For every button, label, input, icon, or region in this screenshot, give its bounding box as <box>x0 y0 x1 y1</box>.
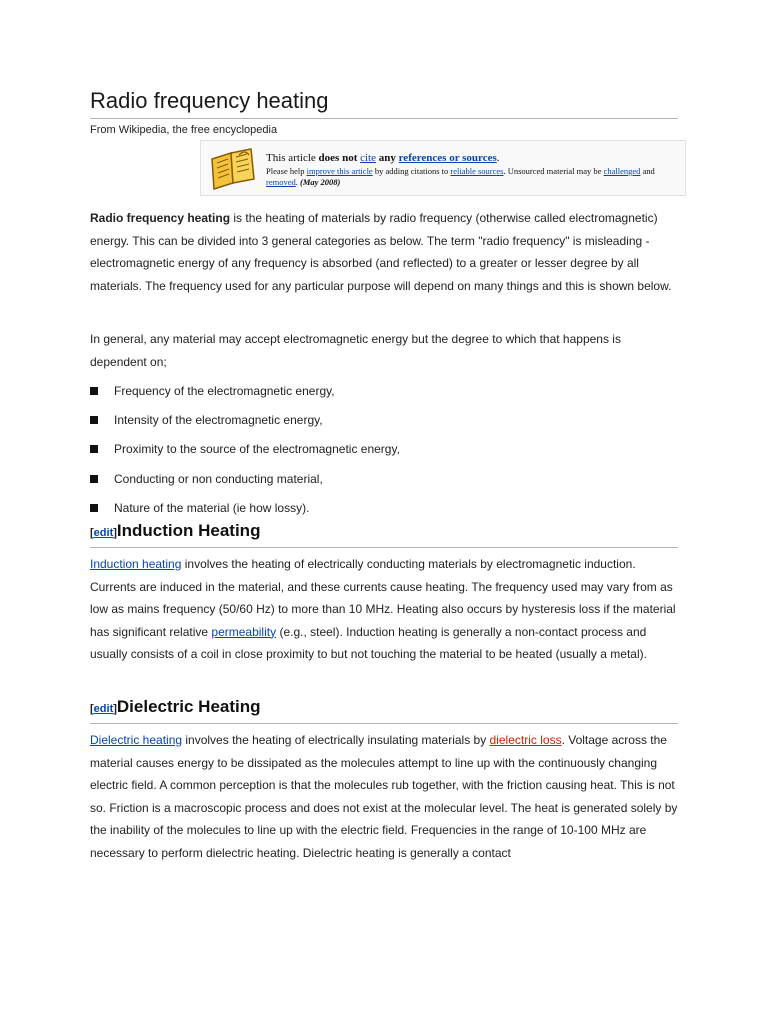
induction-paragraph: Induction heating involves the heating of electrically conducting materials by electromagnetic induction. Currents are induced in the material, and these currents cause heating. The frequency used may vary from as low as mains frequency (50/60 Hz) to more than 10 MHz. Heating also occurs by hysteresis loss if the material has significant relative permeability (e.g., steel). Induction heating is generally a non-contact process and usually consists of a coil in close proximity to but not touching the material to be heated (usually a metal). <box>90 557 676 661</box>
notice-line-1: This article does not cite any references or sources. <box>266 152 500 164</box>
bullet-square-icon <box>90 445 98 453</box>
notice-date: (May 2008) <box>300 177 341 187</box>
removed-link[interactable]: removed <box>266 177 296 187</box>
references-or-sources-link[interactable]: references or sources <box>398 152 497 164</box>
bullet-square-icon <box>90 416 98 424</box>
challenged-link[interactable]: challenged <box>603 166 641 176</box>
unreferenced-notice-box <box>200 140 686 196</box>
notice-line-2: Please help improve this article by adding citations to reliable sources. Unsourced material may be challenged and removed. (May 2008) <box>266 166 655 187</box>
edit-section-wrapper: [edit] <box>90 527 117 539</box>
dependency-paragraph: In general, any material may accept electromagnetic energy but the degree to which that happens is dependent on; <box>90 332 621 369</box>
dielectric-heating-link[interactable]: Dielectric heating <box>90 733 183 747</box>
list-item: Intensity of the electromagnetic energy, <box>90 409 678 438</box>
page-title: Radio frequency heating <box>90 88 678 119</box>
edit-section-link[interactable]: edit <box>93 527 114 539</box>
bullet-square-icon <box>90 475 98 483</box>
section-heading-induction <box>90 515 678 548</box>
induction-heating-link[interactable]: Induction heating <box>90 557 182 571</box>
notice-message <box>266 152 676 188</box>
dielectric-paragraph: Dielectric heating involves the heating of electrically insulating materials by dielectric loss. Voltage across the material causes energy to be dissipated as the molecules attempt to line up with the continuously changing electric field. A common perception is that the molecules rub together, with the friction causing heat. This is not so. Friction is a macroscopic process and does not exist at the molecular level. The heat is generated solely by the inability of the molecules to line up with the electric field. Frequencies in the range of 10-100 MHz are necessary to perform dielectric heating. Dielectric heating is generally a contact <box>90 733 678 860</box>
section-title: Induction Heating <box>116 521 261 540</box>
bullet-square-icon <box>90 504 98 512</box>
section-title: Dielectric Heating <box>116 697 261 716</box>
reliable-sources-link[interactable]: reliable sources <box>450 166 504 176</box>
bullet-square-icon <box>90 387 98 395</box>
list-item: Frequency of the electromagnetic energy, <box>90 380 678 409</box>
dependency-list <box>90 380 678 526</box>
intro-paragraph: Radio frequency heating is the heating of materials by radio frequency (otherwise called electromagnetic) energy. This can be divided into 3 general categories as below. The term "radio frequency" is misleading - electromagnetic energy of any frequency is absorbed (and reflected) to a greater or lesser degree by all materials. The frequency used for any particular purpose will depend on many things and this is shown below. <box>90 211 672 293</box>
permeability-link[interactable]: permeability <box>211 624 277 639</box>
list-item: Nature of the material (ie how lossy). <box>90 497 678 526</box>
list-item: Conducting or non conducting material, <box>90 468 678 497</box>
dielectric-loss-link[interactable]: dielectric loss <box>489 733 562 747</box>
book-icon <box>209 145 257 196</box>
edit-section-link[interactable]: edit <box>93 703 114 715</box>
edit-section-wrapper: [edit] <box>90 703 117 715</box>
page-subtitle: From Wikipedia, the free encyclopedia <box>90 124 278 136</box>
list-item: Proximity to the source of the electromagnetic energy, <box>90 438 678 467</box>
section-heading-dielectric <box>90 691 678 724</box>
improve-this-article-link[interactable]: improve this article <box>306 166 373 176</box>
cite-link[interactable]: cite <box>360 152 376 164</box>
